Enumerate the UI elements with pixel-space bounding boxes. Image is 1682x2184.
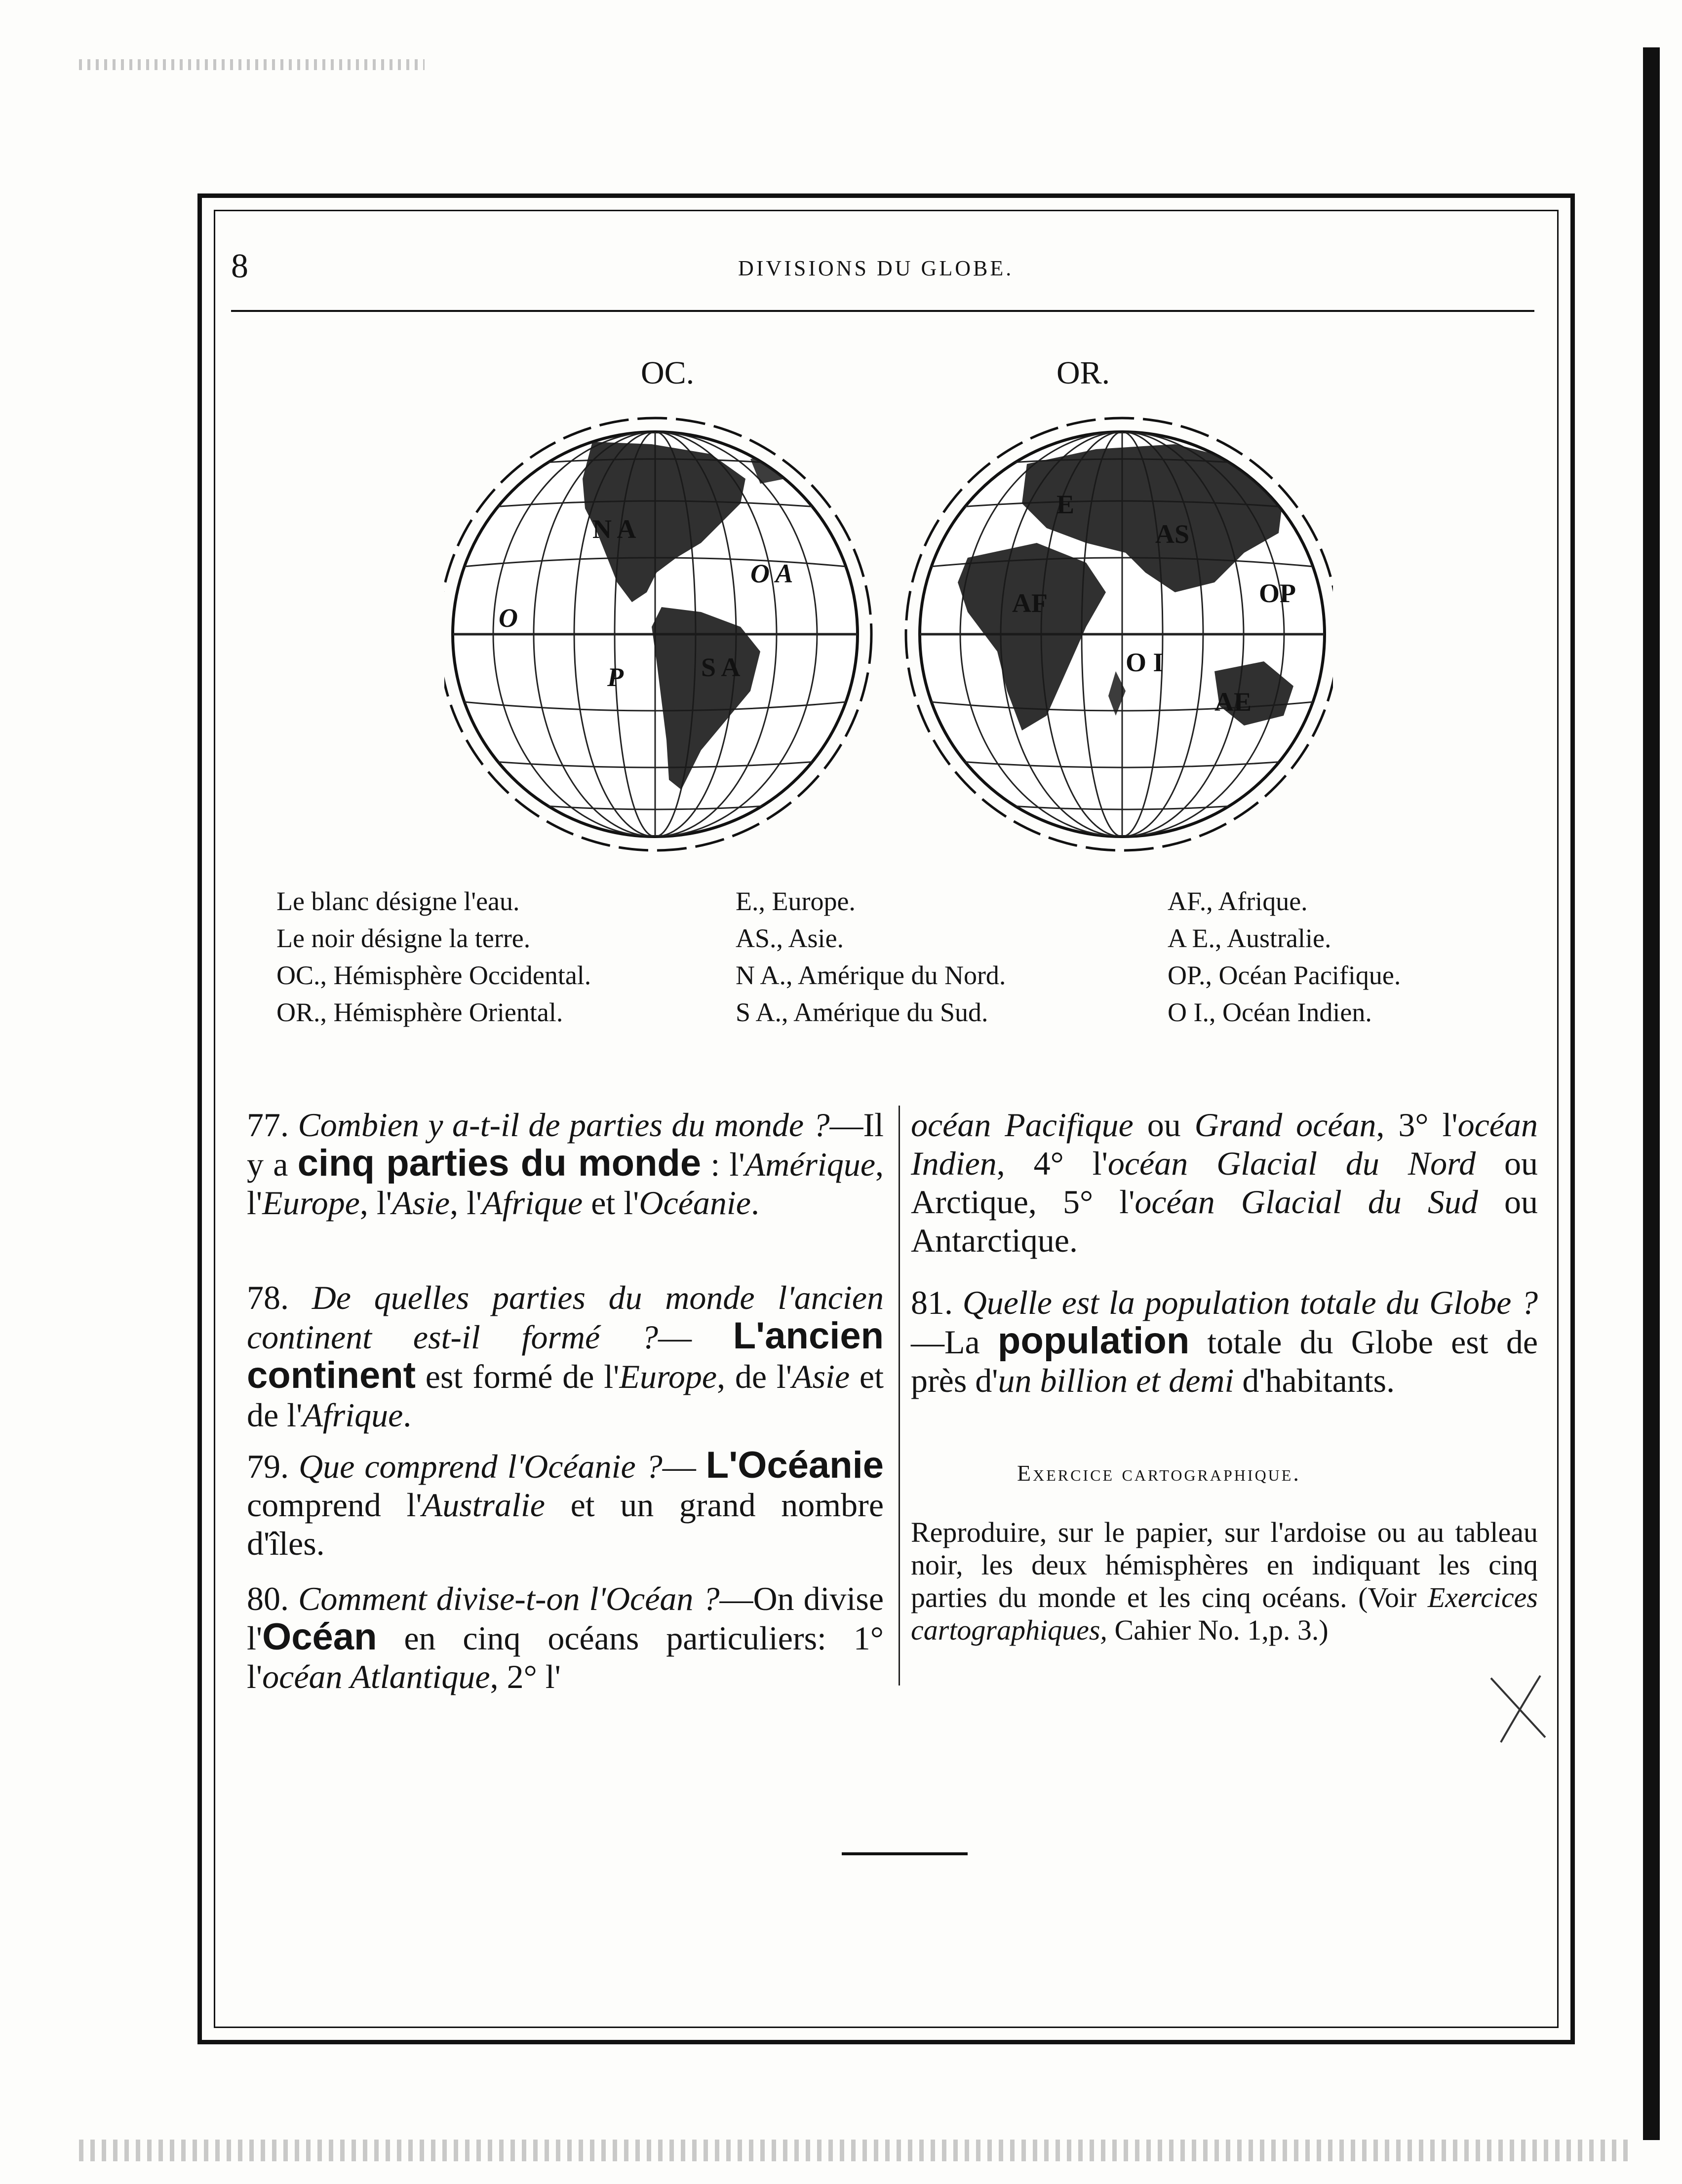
qa-79: 79. Que comprend l'Océanie ?— L'Océanie comprend l'Australie et un grand nombre d'îles.: [247, 1444, 884, 1562]
question-text: Combien y a-t-il de parties du monde ?: [298, 1106, 830, 1144]
scan-noise-top: [79, 59, 425, 70]
scan-noise-bottom: [79, 2140, 1634, 2161]
question-text: Quelle est la population totale du Globe ?: [962, 1284, 1538, 1321]
question-number: 78.: [247, 1279, 289, 1316]
region-label-op: OP: [1259, 578, 1296, 608]
exercise-title: Exercice cartographique.: [1017, 1460, 1301, 1486]
east-hemisphere-label: OR.: [1056, 355, 1110, 391]
qa-81: 81. Quelle est la population totale du Globe ?—La population totale du Globe est de près d'un billion et demi d'habitants.: [911, 1284, 1538, 1399]
legend-item: A E., Australie.: [1168, 923, 1331, 953]
qa-80: 80. Comment divise-t-on l'Océan ?—On divise l'Océan en cinq océans particuliers: 1° l'océan Atlantique, 2° l': [247, 1580, 884, 1695]
region-label-as: AS: [1155, 519, 1190, 549]
scan-edge-right: [1643, 47, 1660, 2140]
legend-item: E., Europe.: [736, 886, 856, 916]
region-label-ae: AE: [1214, 687, 1252, 717]
question-number: 79.: [247, 1448, 289, 1485]
column-rule: [899, 1106, 900, 1686]
page-number: 8: [231, 247, 248, 285]
question-text: De quelles parties du monde l'ancien continent est-il formé ?: [247, 1279, 884, 1356]
closing-rule: [842, 1852, 968, 1855]
legend-item: OR., Hémisphère Oriental.: [276, 997, 563, 1027]
region-label-p: P: [607, 662, 624, 692]
pencil-x-mark: [1481, 1668, 1555, 1747]
legend-item: Le noir désigne la terre.: [276, 923, 531, 953]
exercise-text: Reproduire, sur le papier, sur l'ardoise ou au tableau noir, les deux hémisphères en indiquant les cinq parties du monde et les cinq océans. (Voir Exercices cartographiques, Cahier No. 1,p. 3.): [911, 1516, 1538, 1646]
legend-item: OC., Hémisphère Occidental.: [276, 960, 591, 990]
legend-item: AS., Asie.: [736, 923, 844, 953]
header-rule: [231, 310, 1534, 312]
east-hemisphere-globe: [889, 418, 1333, 850]
exercise-reference: Exercices cartographiques,: [911, 1581, 1538, 1646]
legend-item: N A., Amérique du Nord.: [736, 960, 1006, 990]
question-text: Que comprend l'Océanie ?: [299, 1448, 663, 1485]
key-term: Océan: [262, 1616, 377, 1658]
legend-item: AF., Afrique.: [1168, 886, 1308, 916]
key-term: population: [997, 1320, 1190, 1362]
key-term: L'Océanie: [705, 1444, 884, 1486]
region-label-e: E: [1056, 490, 1075, 519]
running-title: DIVISIONS DU GLOBE.: [738, 256, 1014, 280]
region-label-af: AF: [1012, 588, 1048, 618]
legend-item: OP., Océan Pacifique.: [1168, 960, 1401, 990]
question-number: 77.: [247, 1106, 289, 1144]
question-number: 81.: [911, 1284, 953, 1321]
west-hemisphere-globe: [444, 418, 889, 850]
key-term: L'ancien continent: [247, 1315, 884, 1396]
region-label-oa: O A: [750, 559, 793, 588]
west-hemisphere-label: OC.: [641, 355, 695, 391]
key-term: cinq parties du monde: [297, 1142, 702, 1184]
qa-78: 78. De quelles parties du monde l'ancien continent est-il formé ?— L'ancien continent est formé de l'Europe, de l'Asie et de l'Afrique.: [247, 1279, 884, 1434]
legend-item: Le blanc désigne l'eau.: [276, 886, 520, 916]
qa-80-continued: océan Pacifique ou Grand océan, 3° l'océan Indien, 4° l'océan Glacial du Nord ou Arctique, 5° l'océan Glacial du Sud ou Antarctique.: [911, 1106, 1538, 1259]
region-label-o: O: [499, 603, 518, 633]
legend-item: O I., Océan Indien.: [1168, 997, 1372, 1027]
legend-item: S A., Amérique du Sud.: [736, 997, 988, 1027]
region-label-sa: S A: [701, 652, 741, 682]
qa-77: 77. Combien y a-t-il de parties du monde ?—Il y a cinq parties du monde : l'Amérique, l'Europe, l'Asie, l'Afrique et l'Océanie.: [247, 1106, 884, 1222]
world-map-hemispheres: [444, 395, 1333, 869]
region-label-oi: O I: [1126, 648, 1164, 677]
question-number: 80.: [247, 1580, 289, 1617]
region-label-na: N A: [592, 514, 636, 544]
question-text: Comment divise-t-on l'Océan ?: [298, 1580, 720, 1617]
